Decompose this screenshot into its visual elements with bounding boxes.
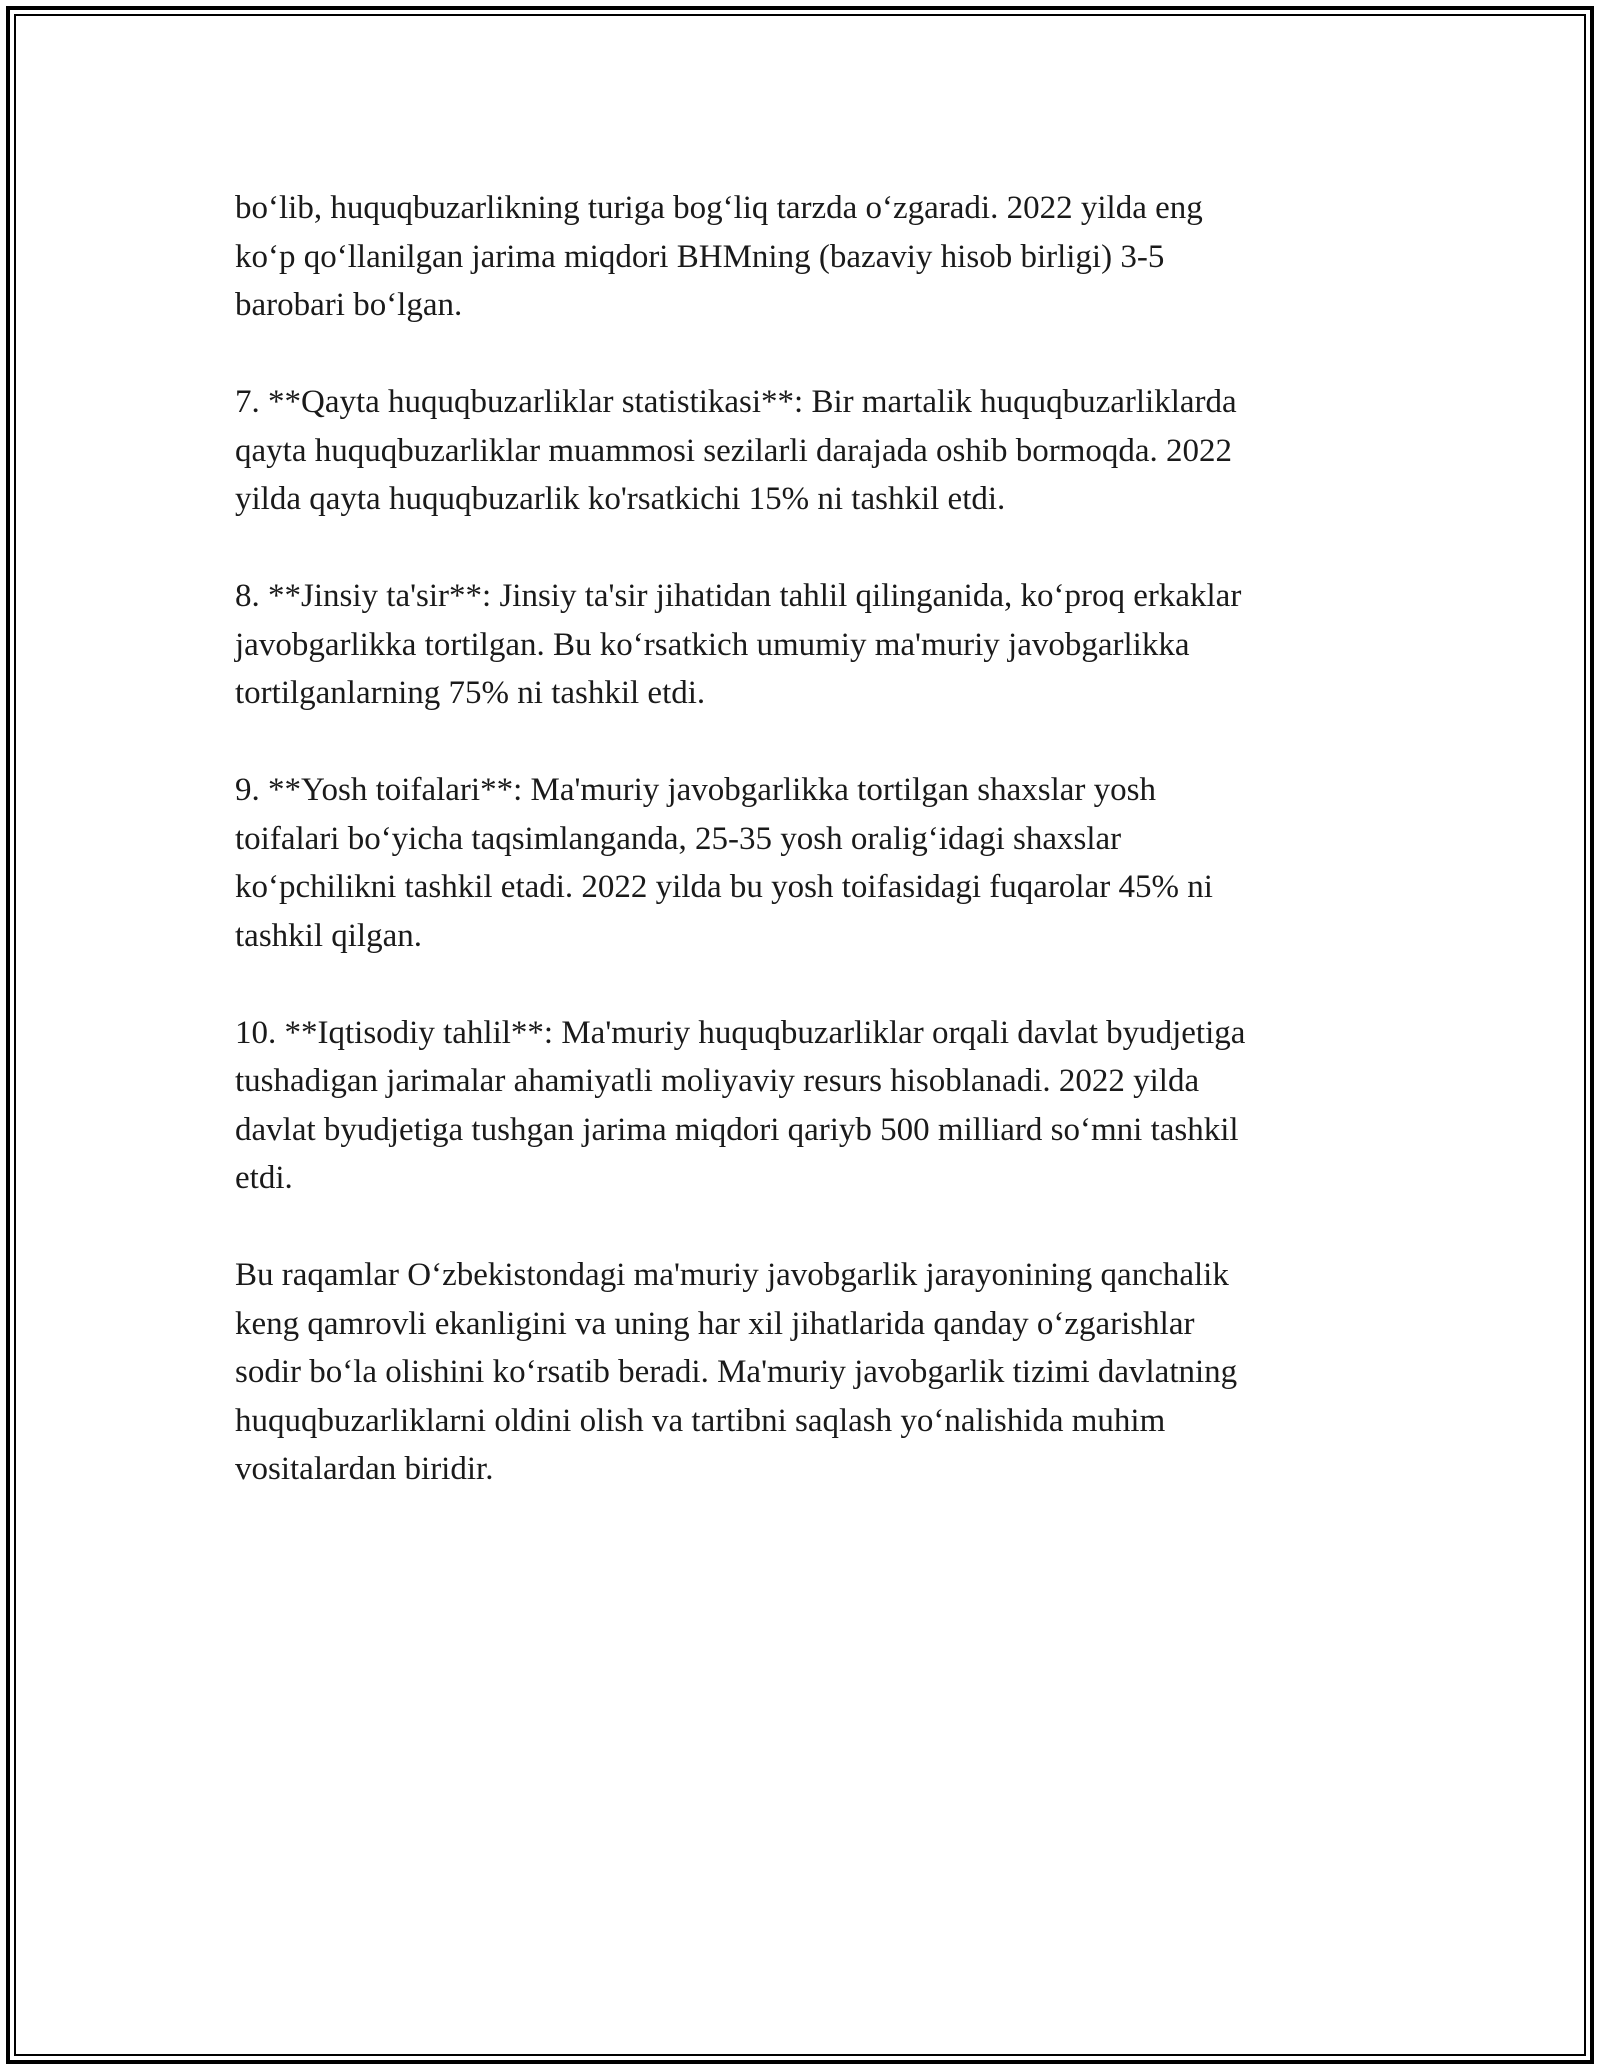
paragraph-gender-impact: 8. **Jinsiy ta'sir**: Jinsiy ta'sir jihatidan tahlil qilinganida, ko‘proq erkaklar javobgarlikka tortilgan. Bu ko‘rsatkich umumiy ma'muriy javobgarlikka tortilganlarning 75% ni tashkil etdi.	[235, 578, 1242, 711]
document-body	[235, 184, 1375, 1542]
paragraph-fine-amounts: bo‘lib, huquqbuzarlikning turiga bog‘liq tarzda o‘zgaradi. 2022 yilda eng ko‘p qo‘llanilgan jarima miqdori BHMning (bazaviy hisob birligi) 3-5 barobari bo‘lgan.	[235, 190, 1203, 323]
paragraph-age-groups: 9. **Yosh toifalari**: Ma'muriy javobgarlikka tortilgan shaxslar yosh toifalari bo‘yicha taqsimlanganda, 25-35 yosh oralig‘idagi shaxslar ko‘pchilikni tashkil etadi. 2022 yilda bu yosh toifasidagi fuqarolar 45% ni tashkil qilgan.	[235, 772, 1213, 954]
paragraph-repeat-offenses: 7. **Qayta huquqbuzarliklar statistikasi**: Bir martalik huquqbuzarliklarda qayta huquqbuzarliklar muammosi sezilarli darajada oshib bormoqda. 2022 yilda qayta huquqbuzarlik ko'rsatkichi 15% ni tashkil etdi.	[235, 384, 1237, 517]
paragraph-economic-analysis: 10. **Iqtisodiy tahlil**: Ma'muriy huquqbuzarliklar orqali davlat byudjetiga tushadigan jarimalar ahamiyatli moliyaviy resurs hisoblanadi. 2022 yilda davlat byudjetiga tushgan jarima miqdori qariyb 500 milliard so‘mni tashkil etdi.	[235, 1014, 1246, 1196]
paragraph-conclusion: Bu raqamlar O‘zbekistondagi ma'muriy javobgarlik jarayonining qanchalik keng qamrovli ekanligini va uning har xil jihatlarida qanday o‘zgarishlar sodir bo‘la olishini ko‘rsatib beradi. Ma'muriy javobgarlik tizimi davlatning huquqbuzarliklarni oldini olish va tartibni saqlash yo‘nalishida muhim vositalardan biridir.	[235, 1257, 1238, 1487]
